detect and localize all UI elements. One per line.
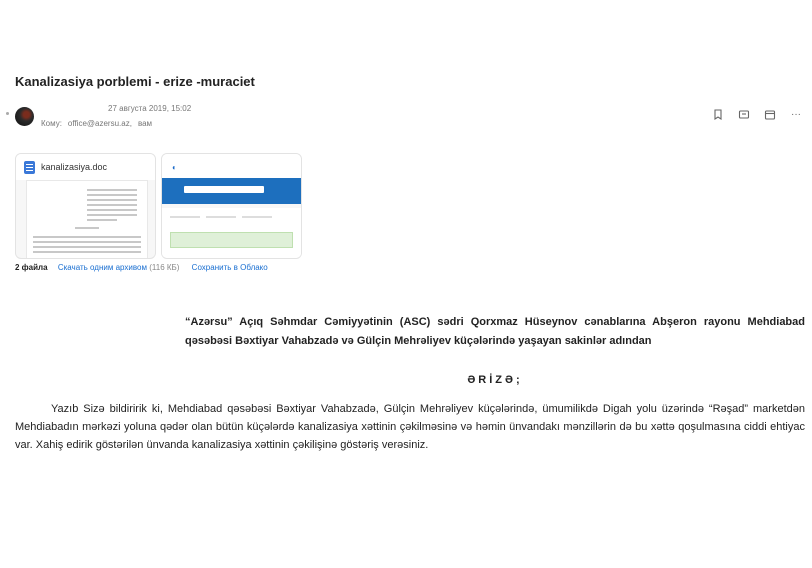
message-actions bbox=[712, 108, 802, 120]
email-subject: Kanalizasiya porblemi - erize -muraciet bbox=[15, 74, 255, 89]
email-date: 27 августа 2019, 15:02 bbox=[108, 104, 192, 113]
letter-addressee: “Azərsu” Açıq Səhmdar Cəmiyyətinin (ASC) sədri Qorxmaz Hüseynov cənablarına Abşeron rayonu Mehdiabad qəsəbəsi Bəxtiyar Vahabzadə və Gülçin Mehrəliyev küçələrində yaşayan sakinlər adından bbox=[185, 316, 805, 347]
preview-logo: ◐ bbox=[172, 163, 177, 172]
preview-body bbox=[162, 208, 301, 258]
doc-icon bbox=[24, 161, 35, 174]
more-icon[interactable]: ··· bbox=[791, 108, 801, 120]
to-you: вам bbox=[137, 119, 153, 128]
attachment-name: kanalizasiya.doc bbox=[41, 162, 108, 172]
attachments-bar bbox=[15, 263, 268, 272]
archive-size: (116 КБ) bbox=[149, 263, 180, 272]
calendar-icon[interactable] bbox=[764, 108, 776, 120]
doc-preview bbox=[26, 180, 148, 259]
preview-notice bbox=[170, 232, 293, 248]
to-address[interactable]: office@azersu.az, bbox=[67, 119, 132, 128]
save-to-cloud-link[interactable]: Сохранить в Облако bbox=[191, 263, 268, 272]
letter-heading: ƏRİZƏ; bbox=[467, 374, 523, 386]
preview-header bbox=[162, 154, 301, 178]
attachment-header bbox=[16, 154, 155, 180]
bookmark-icon[interactable] bbox=[712, 108, 724, 120]
letter-body: Yazıb Sizə bildiririk ki, Mehdiabad qəsəbəsi Bəxtiyar Vahabzadə, Gülçin Mehrəliyev küçələrində, ümumilikdə Digah yolu üzərində “Rəşad” marketdən Mehdiabadın mərkəzi yoluna qədər olan bütün küçələrdə kanalizasiya xəttinin çəkilməsinə və həmin ünvandakı mənzillərin də bu xəttə qoşulmasına ciddi ehtiyac var. Xahiş edirik göstərilən ünvanda kanalizasiya xəttinin çəkilişinə göstəriş verəsiniz. bbox=[15, 403, 805, 451]
download-archive-link[interactable]: Скачать одним архивом bbox=[57, 263, 147, 272]
files-count: 2 файла bbox=[15, 263, 48, 272]
to-label: Кому: bbox=[41, 119, 62, 128]
avatar[interactable] bbox=[15, 107, 34, 126]
email-recipients bbox=[41, 119, 158, 128]
reply-icon[interactable] bbox=[738, 108, 750, 120]
attachment-doc[interactable] bbox=[15, 153, 156, 259]
unread-dot bbox=[6, 112, 9, 115]
preview-banner bbox=[162, 178, 301, 204]
attachment-image[interactable] bbox=[161, 153, 302, 259]
preview-search bbox=[184, 186, 264, 193]
